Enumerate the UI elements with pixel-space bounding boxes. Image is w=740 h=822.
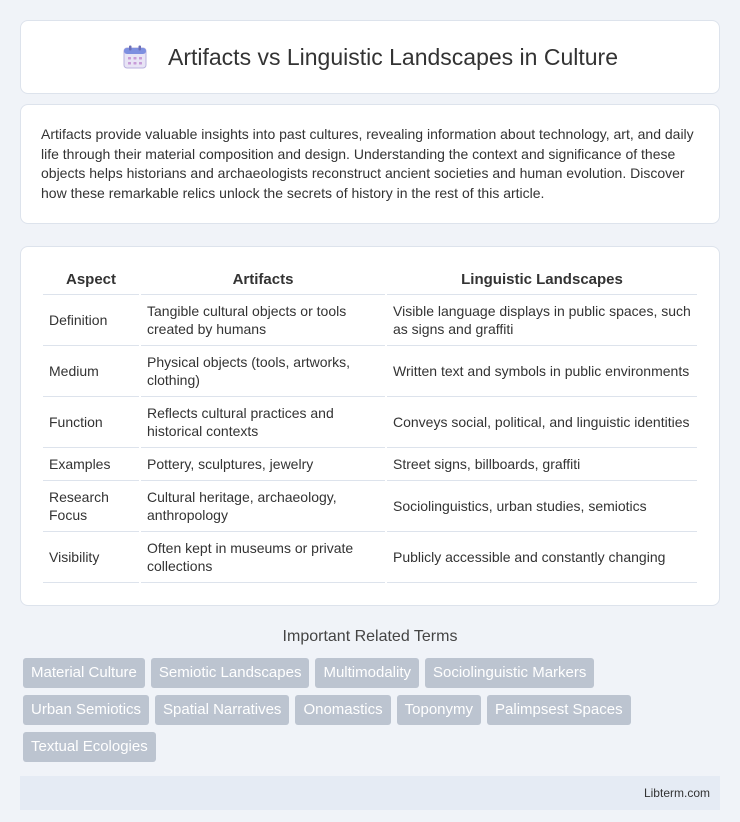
row-linguistic: Conveys social, political, and linguistic identities [387,397,697,448]
term-tag[interactable]: Palimpsest Spaces [487,695,631,725]
table-row [43,481,697,532]
term-tag[interactable]: Onomastics [295,695,390,725]
related-terms-list [20,658,720,762]
table-row [43,346,697,397]
term-tag[interactable]: Semiotic Landscapes [151,658,310,688]
row-aspect: Examples [43,448,139,481]
term-tag[interactable]: Urban Semiotics [23,695,149,725]
row-aspect: Medium [43,346,139,397]
row-artifacts: Cultural heritage, archaeology, anthropology [141,481,385,532]
row-aspect: Research Focus [43,481,139,532]
row-aspect: Definition [43,295,139,346]
comparison-card [20,246,720,606]
row-linguistic: Sociolinguistics, urban studies, semiotics [387,481,697,532]
row-linguistic: Written text and symbols in public environments [387,346,697,397]
intro-text: Artifacts provide valuable insights into past cultures, revealing information about technology, art, and daily life through their material composition and design. Understanding the context and significance of these objects helps historians and archaeologists reconstruct ancient societies and human evolution. Discover how these remarkable relics unlock the secrets of history in the rest of this article. [41,126,694,201]
row-artifacts: Physical objects (tools, artworks, clothing) [141,346,385,397]
row-linguistic: Publicly accessible and constantly changing [387,532,697,583]
term-tag[interactable]: Material Culture [23,658,145,688]
row-aspect: Function [43,397,139,448]
footer-brand-link[interactable]: Libterm.com [643,786,710,800]
table-row [43,532,697,583]
table-header-row [43,267,697,295]
row-aspect: Visibility [43,532,139,583]
row-artifacts: Often kept in museums or private collections [141,532,385,583]
table-row [43,295,697,346]
row-linguistic: Street signs, billboards, graffiti [387,448,697,481]
header-artifacts: Artifacts [141,267,385,295]
term-tag[interactable]: Toponymy [397,695,481,725]
term-tag[interactable]: Spatial Narratives [155,695,289,725]
calendar-icon [122,44,148,70]
header-aspect: Aspect [43,267,139,295]
page-footer [20,776,720,810]
row-artifacts: Pottery, sculptures, jewelry [141,448,385,481]
table-row [43,448,697,481]
term-tag[interactable]: Multimodality [315,658,419,688]
row-linguistic: Visible language displays in public spaces, such as signs and graffiti [387,295,697,346]
term-tag[interactable]: Sociolinguistic Markers [425,658,594,688]
intro-card [20,104,720,224]
table-row [43,397,697,448]
row-artifacts: Tangible cultural objects or tools created by humans [141,295,385,346]
page-title: Artifacts vs Linguistic Landscapes in Culture [168,43,618,70]
term-tag[interactable]: Textual Ecologies [23,732,156,762]
comparison-table [41,267,699,583]
header-linguistic-landscapes: Linguistic Landscapes [387,267,697,295]
page-header [20,20,720,94]
row-artifacts: Reflects cultural practices and historical contexts [141,397,385,448]
related-terms-title: Important Related Terms [282,628,458,645]
